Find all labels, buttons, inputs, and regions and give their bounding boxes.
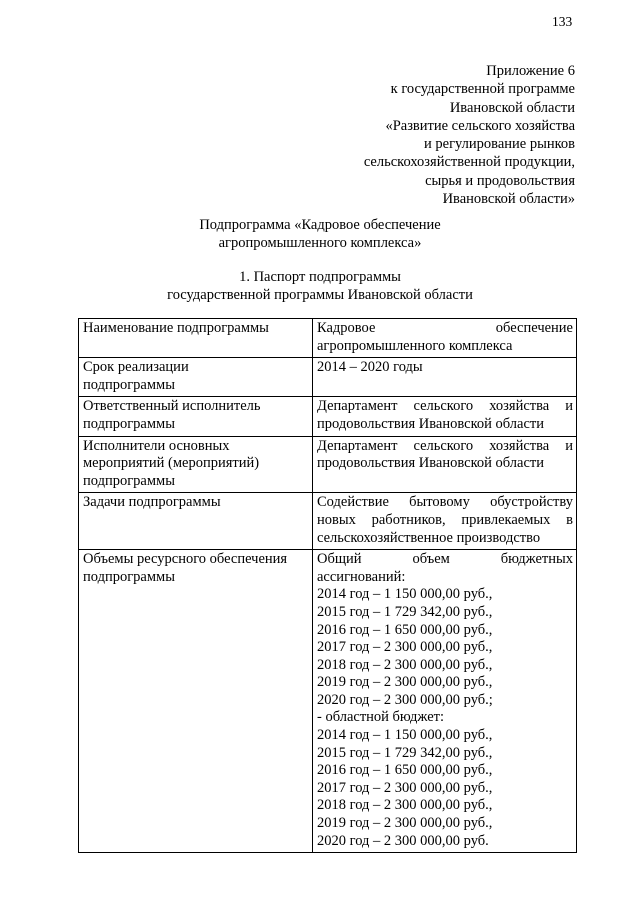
table-row <box>79 397 577 436</box>
row-label <box>79 436 313 493</box>
row-value-line: продовольствия Ивановской области <box>317 415 544 432</box>
row-value-line: 2018 год – 2 300 000,00 руб., <box>317 797 493 814</box>
appendix-line: Ивановской области» <box>442 191 575 208</box>
table-row <box>79 493 577 550</box>
row-value-line: продовольствия Ивановской области <box>317 455 544 472</box>
row-value-line: - областной бюджет: <box>317 709 445 726</box>
passport-table <box>78 318 577 853</box>
row-label <box>79 397 313 436</box>
row-value-line: 2020 год – 2 300 000,00 руб.; <box>317 691 493 708</box>
appendix-line: сельскохозяйственной продукции, <box>363 154 575 171</box>
row-value-line: Департамент сельского хозяйства и <box>317 398 573 415</box>
appendix-line: и регулирование рынков <box>424 136 575 153</box>
row-label-text: Ответственный исполнитель <box>83 398 261 415</box>
row-label-text: мероприятий (мероприятий) <box>83 455 260 472</box>
row-label <box>79 358 313 397</box>
row-label-text: Исполнители основных <box>83 437 230 454</box>
passport-title-line: государственной программы Ивановской области <box>167 287 473 304</box>
row-label-text: Срок реализации <box>83 359 189 376</box>
row-value-line: 2016 год – 1 650 000,00 руб., <box>317 762 493 779</box>
row-value-line: 2019 год – 2 300 000,00 руб., <box>317 674 493 691</box>
row-value-line: сельскохозяйственное производство <box>317 529 541 546</box>
row-value-line: 2017 год – 2 300 000,00 руб., <box>317 639 493 656</box>
row-label <box>79 493 313 550</box>
row-value-line: 2016 год – 1 650 000,00 руб., <box>317 621 493 638</box>
row-label-text: подпрограммы <box>83 472 175 489</box>
row-value <box>313 358 577 397</box>
subprogram-title-line: агропромышленного комплекса» <box>218 235 422 252</box>
appendix-line: Приложение 6 <box>486 63 575 79</box>
row-value-line: Департамент сельского хозяйства и <box>317 437 573 454</box>
row-value-line: 2014 год – 1 150 000,00 руб., <box>317 727 493 744</box>
row-label-text: Объемы ресурсного обеспечения <box>83 551 288 568</box>
row-value-line: 2014 год – 1 150 000,00 руб., <box>317 586 493 603</box>
row-value-line: 2015 год – 1 729 342,00 руб., <box>317 744 493 761</box>
row-label <box>79 550 313 853</box>
subprogram-title <box>0 216 640 253</box>
appendix-line: Ивановской области <box>449 99 575 116</box>
passport-title-line: 1. Паспорт подпрограммы <box>239 269 401 285</box>
row-value <box>313 550 577 853</box>
row-label <box>79 319 313 358</box>
row-value-line: новых работников, привлекаемых в <box>317 511 573 528</box>
appendix-line: «Развитие сельского хозяйства <box>385 117 575 134</box>
row-value <box>313 436 577 493</box>
appendix-header <box>364 62 575 208</box>
row-value-line: агропромышленного комплекса <box>317 337 513 354</box>
row-value-line: 2017 год – 2 300 000,00 руб., <box>317 779 493 796</box>
row-value-line: Содействие бытовому обустройству <box>317 494 573 511</box>
row-label-text: подпрограммы <box>83 415 175 432</box>
table-row <box>79 358 577 397</box>
row-label-text: Задачи подпрограммы <box>83 494 221 511</box>
subprogram-title-line: Подпрограмма «Кадровое обеспечение <box>199 217 441 233</box>
row-value <box>313 397 577 436</box>
row-label-text: подпрограммы <box>83 376 175 393</box>
appendix-line: к государственной программе <box>390 81 575 98</box>
row-value-line: 2015 год – 1 729 342,00 руб., <box>317 603 493 620</box>
row-label-text: подпрограммы <box>83 568 175 585</box>
row-value-line: Общий объем бюджетных <box>317 551 573 568</box>
page-number: 133 <box>552 14 573 29</box>
row-label-text: Наименование подпрограммы <box>83 320 269 336</box>
table-row <box>79 319 577 358</box>
row-value <box>313 319 577 358</box>
row-value <box>313 493 577 550</box>
row-value-line: 2014 – 2020 годы <box>317 359 423 376</box>
row-value-line: 2019 год – 2 300 000,00 руб., <box>317 815 493 832</box>
table-row <box>79 436 577 493</box>
row-value-line: 2020 год – 2 300 000,00 руб. <box>317 832 489 849</box>
passport-title <box>0 268 640 305</box>
row-value-line: ассигнований: <box>317 568 406 585</box>
table-row <box>79 550 577 853</box>
row-value-line: 2018 год – 2 300 000,00 руб., <box>317 656 493 673</box>
appendix-line: сырья и продовольствия <box>425 172 575 189</box>
row-value-line: Кадровое обеспечение <box>317 320 573 336</box>
